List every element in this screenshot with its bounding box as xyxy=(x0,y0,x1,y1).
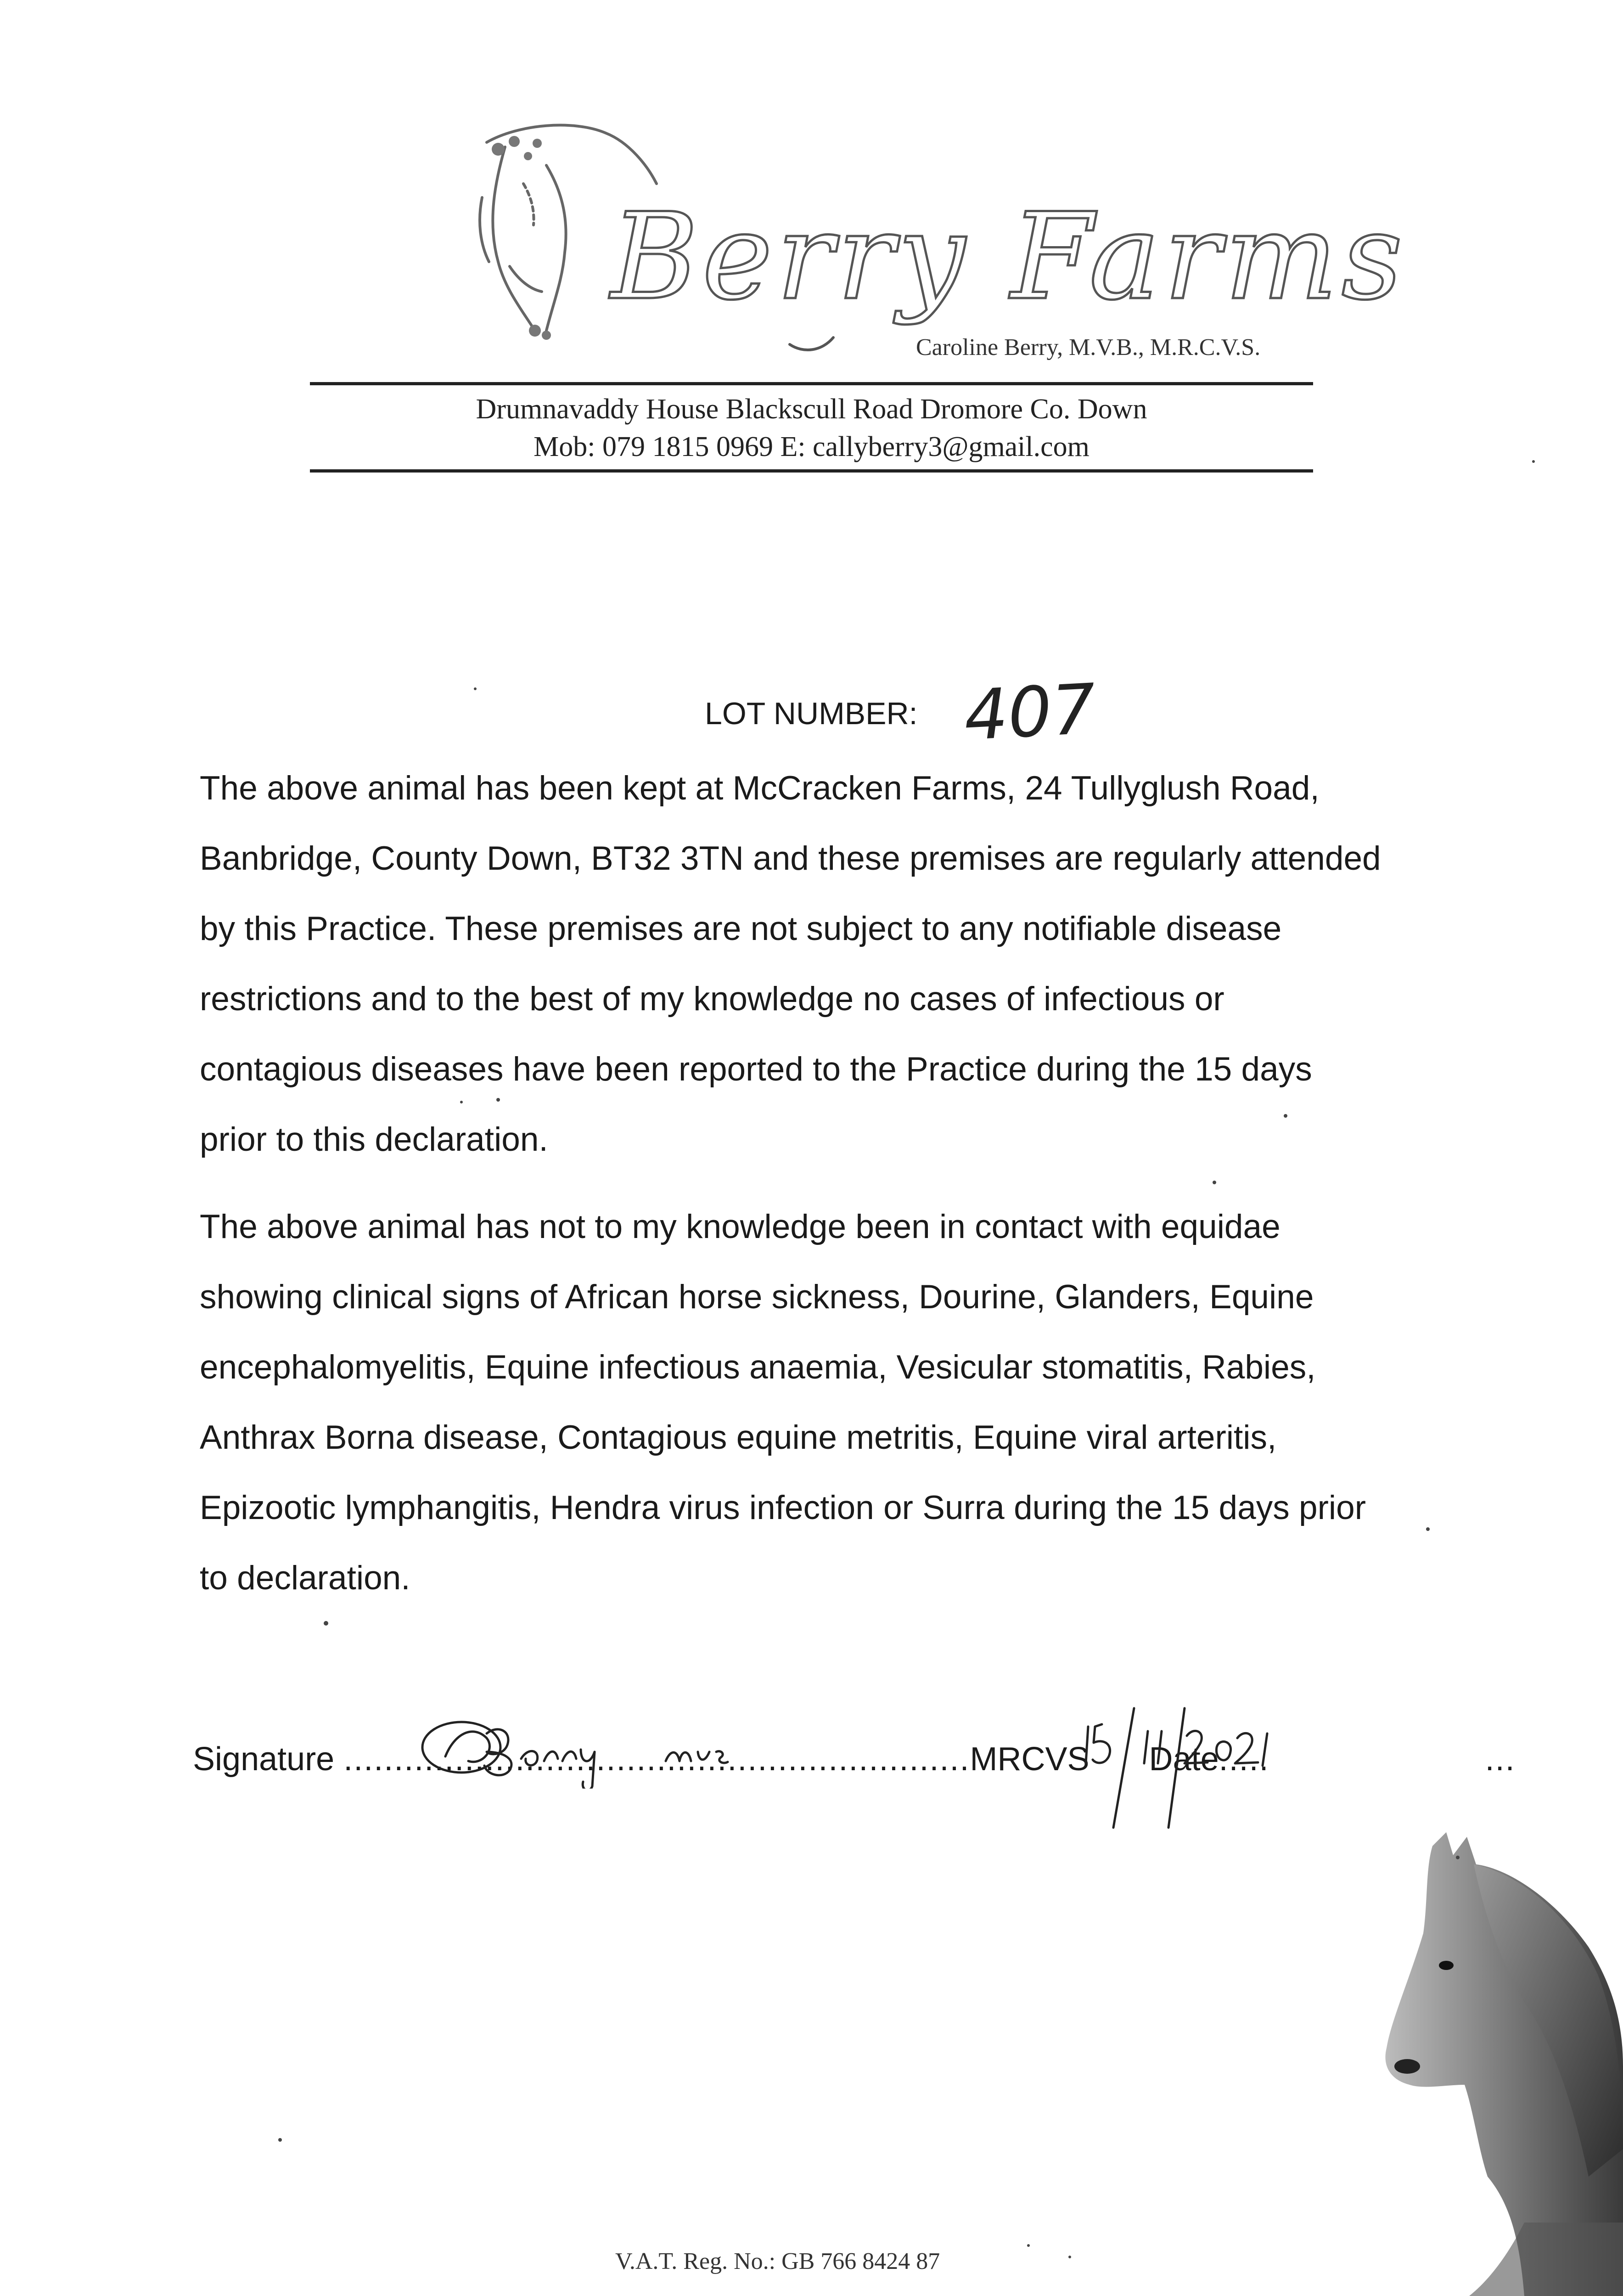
handwritten-date xyxy=(1070,1699,1327,1837)
signature-suffix: MRCVS xyxy=(970,1741,1089,1778)
signature-leader: .............................................................. xyxy=(343,1741,970,1778)
paragraph-line: to declaration. xyxy=(200,1559,410,1597)
practice-address-block xyxy=(310,390,1313,466)
practice-address: Drumnavaddy House Blackscull Road Dromore Co. Down xyxy=(476,394,1147,425)
date-leader: ..... xyxy=(1219,1741,1269,1778)
signature-label: Signature xyxy=(193,1741,335,1778)
date-label: Date xyxy=(1149,1741,1219,1778)
horse-photo-illustration xyxy=(1373,1828,1623,2296)
header-rule-top xyxy=(310,382,1313,385)
paragraph-line: contagious diseases have been reported to the Practice during the 15 days xyxy=(200,1051,1312,1088)
paragraph-line: Anthrax Borna disease, Contagious equine metritis, Equine viral arteritis, xyxy=(200,1419,1277,1456)
paragraph-line: encephalomyelitis, Equine infectious anaemia, Vesicular stomatitis, Rabies, xyxy=(200,1349,1316,1386)
lot-number-handwritten: 407 xyxy=(962,669,1098,756)
paragraph-line: Banbridge, County Down, BT32 3TN and these premises are regularly attended xyxy=(200,840,1381,877)
paragraph-line: restrictions and to the best of my knowledge no cases of infectious or xyxy=(200,980,1224,1018)
handwritten-signature xyxy=(418,1706,822,1789)
paragraph-line: showing clinical signs of African horse sickness, Dourine, Glanders, Equine xyxy=(200,1278,1314,1316)
paragraph-line: by this Practice. These premises are not subject to any notifiable disease xyxy=(200,910,1282,947)
paragraph-line: Epizootic lymphangitis, Hendra virus infection or Surra during the 15 days prior xyxy=(200,1489,1366,1526)
declaration-paragraph-premises xyxy=(200,753,1439,1175)
logo-wordmark: Berry Farms xyxy=(611,188,1407,326)
header-rule-bottom xyxy=(310,469,1313,473)
declaration-paragraph-contact xyxy=(200,1192,1439,1613)
paragraph-line: The above animal has been kept at McCracken Farms, 24 Tullyglush Road, xyxy=(200,770,1320,807)
logo-swoop-icon xyxy=(781,294,845,358)
lot-number-label: LOT NUMBER: xyxy=(705,696,918,731)
paragraph-line: prior to this declaration. xyxy=(200,1121,548,1158)
vat-registration: V.A.T. Reg. No.: GB 766 8424 87 xyxy=(615,2248,940,2274)
date-trail: ... xyxy=(1485,1741,1516,1778)
paragraph-line: The above animal has not to my knowledge been in contact with equidae xyxy=(200,1208,1280,1245)
vet-name: Caroline Berry, M.V.B., M.R.C.V.S. xyxy=(916,334,1261,360)
practice-contact: Mob: 079 1815 0969 E: callyberry3@gmail.com xyxy=(534,431,1089,462)
